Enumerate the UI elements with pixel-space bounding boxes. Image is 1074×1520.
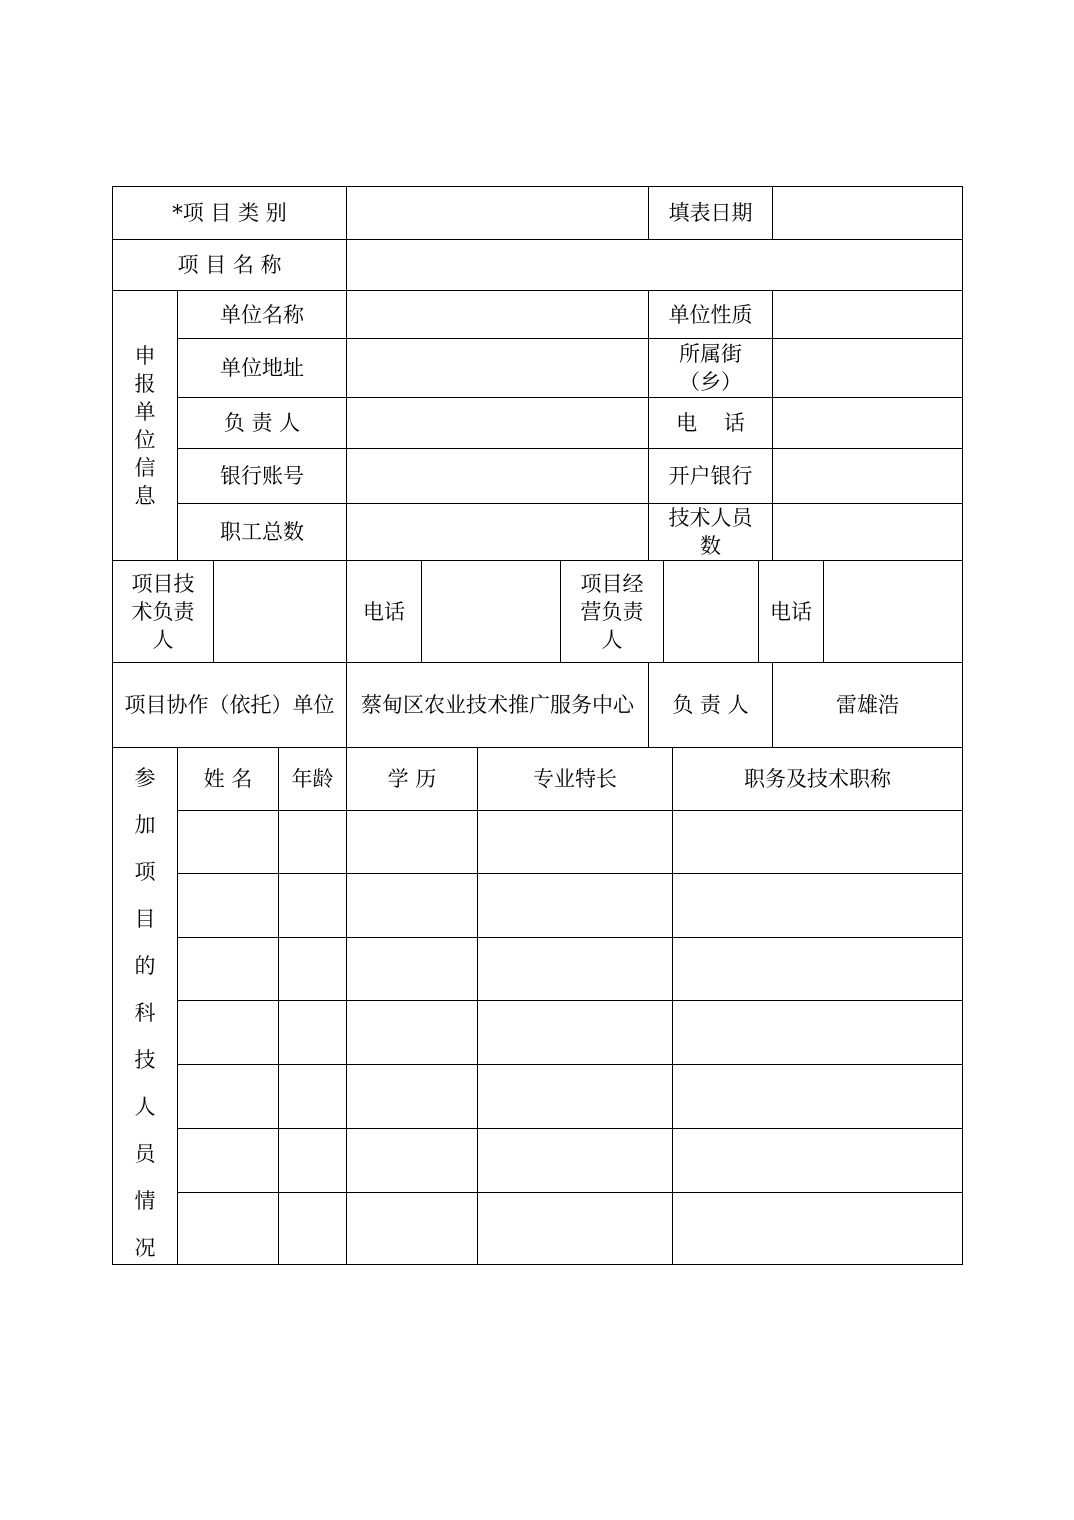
col-specialty-header: 专业特长 — [533, 767, 617, 791]
tech-lead-label: 项目技 术负责 人 — [131, 571, 195, 652]
col-name-header: 姓 名 — [203, 767, 253, 791]
project-name-field[interactable] — [347, 240, 962, 290]
unit-name-label: 单位名称 — [220, 302, 304, 327]
project-category-field[interactable] — [347, 187, 648, 239]
tech-staff-count-field[interactable] — [773, 504, 962, 560]
tech-lead-field[interactable] — [214, 561, 346, 662]
staff-row[interactable] — [178, 1065, 962, 1128]
biz-lead-phone-field[interactable] — [824, 561, 962, 662]
tech-lead-phone-label: 电话 — [363, 599, 405, 624]
person-in-charge-label: 负 责 人 — [223, 411, 301, 435]
street-field[interactable] — [773, 339, 962, 397]
unit-address-label: 单位地址 — [220, 356, 304, 380]
bank-account-label: 银行账号 — [220, 464, 304, 488]
unit-nature-label: 单位性质 — [668, 302, 753, 327]
staff-row[interactable] — [178, 811, 962, 873]
tech-lead-phone-field[interactable] — [422, 561, 560, 662]
col-title-header: 职务及技术职称 — [744, 767, 891, 791]
partner-head-label: 负 责 人 — [672, 693, 749, 717]
staff-row[interactable] — [178, 1193, 962, 1264]
biz-lead-label: 项目经 营负责 人 — [580, 571, 644, 652]
unit-name-field[interactable] — [347, 291, 648, 338]
staff-row[interactable] — [178, 1129, 962, 1192]
fill-date-field[interactable] — [773, 187, 962, 239]
project-name-label: 项 目 名 称 — [177, 253, 282, 277]
tech-staff-count-label: 技术人员 数 — [668, 506, 753, 558]
applicant-section-label: 申报单位信息 — [134, 343, 156, 508]
staff-row[interactable] — [178, 938, 962, 1000]
staff-row[interactable] — [178, 1001, 962, 1064]
col-age-header: 年龄 — [291, 767, 334, 791]
bank-account-field[interactable] — [347, 449, 648, 503]
staff-section-label: 参加项目的科技人员情况 — [134, 766, 156, 1260]
partner-unit-value: 蔡甸区农业技术推广服务中心 — [361, 693, 634, 717]
bank-field[interactable] — [773, 449, 962, 503]
phone-label: 电 话 — [676, 411, 745, 435]
phone-field[interactable] — [773, 398, 962, 448]
staff-row[interactable] — [178, 874, 962, 937]
project-category-label: *项 目 类 别 — [172, 201, 287, 225]
unit-nature-field[interactable] — [773, 291, 962, 338]
bank-label: 开户银行 — [668, 464, 753, 488]
fill-date-label: 填表日期 — [668, 201, 753, 225]
total-staff-field[interactable] — [347, 504, 648, 560]
col-education-header: 学 历 — [387, 767, 437, 791]
biz-lead-field[interactable] — [664, 561, 758, 662]
total-staff-label: 职工总数 — [220, 520, 304, 544]
partner-head-value: 雷雄浩 — [836, 693, 899, 717]
unit-address-field[interactable] — [347, 339, 648, 397]
biz-lead-phone-label: 电话 — [770, 599, 812, 624]
partner-unit-label: 项目协作（依托）单位 — [124, 693, 335, 717]
person-in-charge-field[interactable] — [347, 398, 648, 448]
street-label: 所属街 （乡） — [679, 342, 742, 394]
